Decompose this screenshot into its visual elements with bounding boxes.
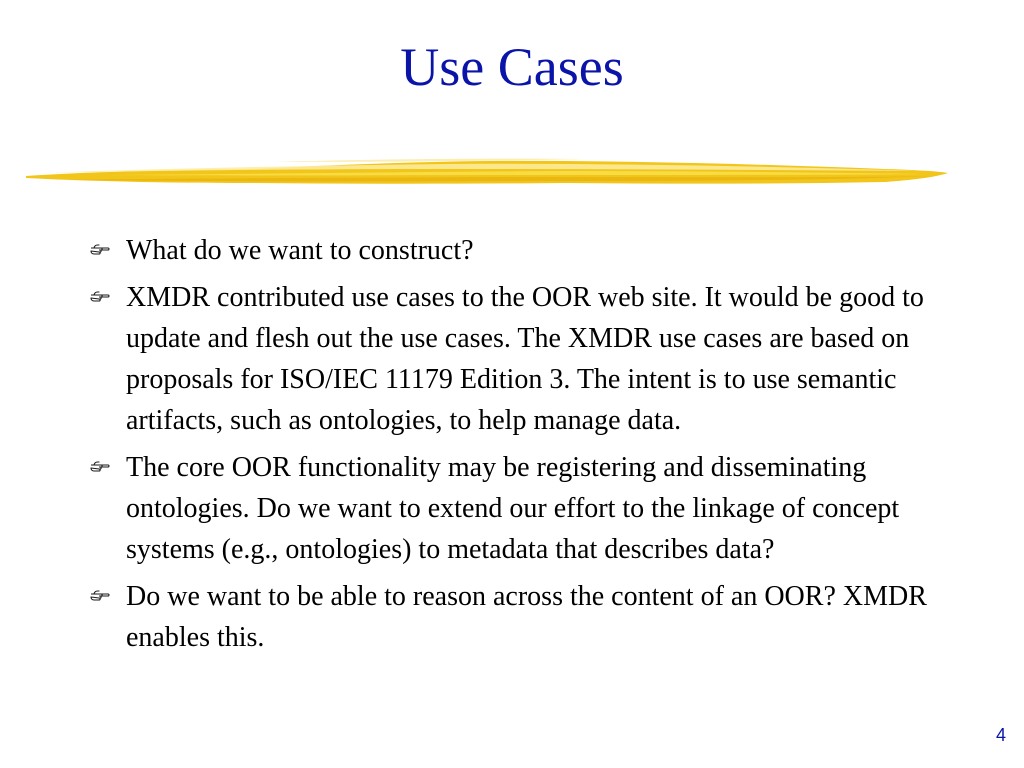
bullet-text: XMDR contributed use cases to the OOR web site. It would be good to update and flesh out the use cases. The XMDR use cases are based on proposals for ISO/IEC 11179 Edition 3. The intent is to use semantic artifacts, such as ontologies, to help manage data. (126, 282, 924, 436)
page-number: 4 (996, 725, 1007, 745)
pointing-hand-icon (90, 289, 110, 303)
bullet-item (86, 576, 936, 658)
bullet-item (86, 447, 936, 570)
bullet-item (86, 277, 936, 441)
bullet-text: Do we want to be able to reason across the content of an OOR? XMDR enables this. (126, 581, 927, 653)
bullet-text: What do we want to construct? (126, 235, 474, 266)
pointing-hand-icon (90, 459, 110, 473)
pointing-hand-icon (90, 242, 110, 256)
bullet-text: The core OOR functionality may be registering and disseminating ontologies. Do we want to extend our effort to the linkage of concept systems (e.g., ontologies) to metadata that describes data? (126, 452, 900, 565)
bullet-list (86, 230, 936, 664)
slide-title: Use Cases (400, 37, 624, 97)
pointing-hand-icon (90, 588, 110, 602)
yellow-brush-stroke-divider (24, 150, 950, 194)
bullet-item (86, 230, 936, 271)
